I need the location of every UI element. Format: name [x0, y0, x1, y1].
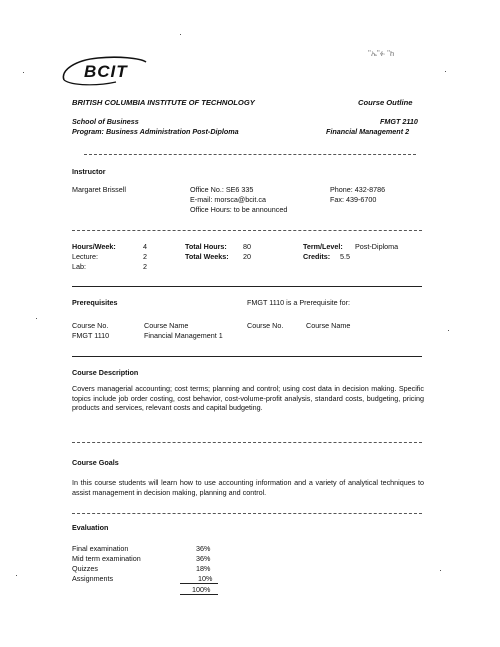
evaluation-value: 10% — [198, 574, 213, 583]
scan-speck — [23, 72, 24, 73]
prereq-col-course-name-2: Course Name — [306, 321, 351, 330]
prereq-col-course-no-2: Course No. — [247, 321, 284, 330]
bcit-logo — [58, 50, 150, 90]
credits-value: 5.5 — [340, 252, 350, 261]
evaluation-total-rule — [180, 583, 218, 584]
divider-4 — [72, 356, 422, 357]
goals-text: In this course students will learn how to use accounting information and a variety of analytical techniques to assist management in decision making, planning and control. — [72, 478, 424, 497]
instructor-phone: Phone: 432-8786 — [330, 185, 386, 194]
lab-label: Lab: — [72, 262, 86, 271]
office-hours: Office Hours: to be announced — [190, 205, 288, 214]
term-level-value: Post-Diploma — [355, 242, 399, 251]
office-number: Office No.: SE6 335 — [190, 185, 254, 194]
total-weeks-label: Total Weeks: — [185, 252, 229, 261]
prereq-col-course-name: Course Name — [144, 321, 189, 330]
divider-6 — [72, 513, 422, 514]
hours-week-value: 4 — [143, 242, 147, 251]
instructor-email: E-mail: morsca@bcit.ca — [190, 195, 266, 204]
term-level-label: Term/Level: — [303, 242, 343, 251]
scan-speck — [448, 330, 449, 331]
scan-speck — [36, 318, 37, 319]
prerequisites-heading: Prerequisites — [72, 298, 118, 307]
lecture-label: Lecture: — [72, 252, 98, 261]
evaluation-label: Mid term examination — [72, 554, 141, 563]
instructor-name: Margaret Brissell — [72, 185, 126, 194]
description-text: Covers managerial accounting; cost terms; planning and control; using cost data in decision making. Specific topics include job order costing, cost behavior, cost-volume-profit analysis, standard costs, budgeting, pricing products and services, relevant costs and capital budgeting. — [72, 384, 424, 413]
scan-speck — [445, 71, 446, 72]
total-weeks-value: 20 — [243, 252, 251, 261]
evaluation-label: Quizzes — [72, 564, 98, 573]
prereq-col-course-no: Course No. — [72, 321, 109, 330]
document-type: Course Outline — [358, 98, 413, 107]
evaluation-value: 36% — [196, 554, 211, 563]
institution-name: BRITISH COLUMBIA INSTITUTE OF TECHNOLOGY — [72, 98, 255, 107]
evaluation-total: 100% — [192, 585, 211, 594]
program-name: Program: Business Administration Post-Diploma — [72, 127, 239, 136]
evaluation-value: 36% — [196, 544, 211, 553]
prereq-row-course-no: FMGT 1110 — [72, 331, 110, 340]
description-heading: Course Description — [72, 368, 139, 377]
logo-text: BCIT — [84, 62, 128, 81]
evaluation-value: 18% — [196, 564, 211, 573]
goals-heading: Course Goals — [72, 458, 119, 467]
course-code: FMGT 2110 — [380, 117, 418, 126]
divider-2 — [72, 230, 422, 231]
divider-5 — [72, 442, 422, 443]
scan-speck — [16, 575, 17, 576]
hours-week-label: Hours/Week: — [72, 242, 116, 251]
instructor-heading: Instructor — [72, 167, 106, 176]
divider-3 — [72, 286, 422, 287]
total-hours-label: Total Hours: — [185, 242, 227, 251]
credits-label: Credits: — [303, 252, 331, 261]
total-hours-value: 80 — [243, 242, 251, 251]
lecture-value: 2 — [143, 252, 147, 261]
scan-speck — [180, 34, 181, 35]
prerequisite-for-text: FMGT 1110 is a Prerequisite for: — [247, 298, 351, 307]
divider-1 — [84, 154, 416, 155]
lab-value: 2 — [143, 262, 147, 271]
instructor-fax: Fax: 439-6700 — [330, 195, 377, 204]
prereq-row-course-name: Financial Management 1 — [144, 331, 223, 340]
stamp: "ኤ"ፉ "ከ — [368, 49, 395, 58]
evaluation-heading: Evaluation — [72, 523, 109, 532]
evaluation-total-underline — [180, 594, 218, 595]
evaluation-label: Assignments — [72, 574, 114, 583]
course-title: Financial Management 2 — [326, 127, 410, 136]
school-name: School of Business — [72, 117, 139, 126]
evaluation-label: Final examination — [72, 544, 129, 553]
scan-speck — [440, 570, 441, 571]
